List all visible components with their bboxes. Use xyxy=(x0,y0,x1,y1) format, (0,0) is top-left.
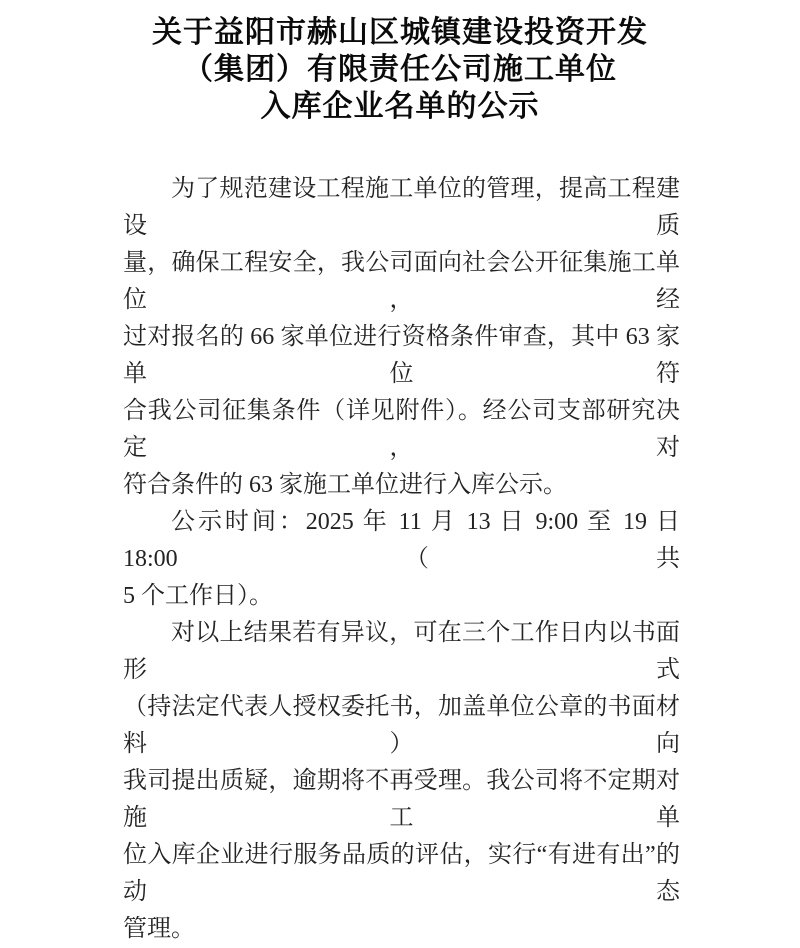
notice-title-line-3: 入库企业名单的公示 xyxy=(260,90,540,123)
body-line: 5 个工作日）。 xyxy=(123,583,273,609)
body-line-notice-time: 公示时间：2025 年 11 月 13 日 9:00 至 19 日 18:00（共 xyxy=(123,509,680,572)
body-line: 管理。 xyxy=(123,916,195,942)
notice-body xyxy=(123,171,680,948)
body-line: （持法定代表人授权委托书，加盖单位公章的书面材料）向 xyxy=(123,694,680,757)
body-line: 量，确保工程安全，我公司面向社会公开征集施工单位，经 xyxy=(123,250,680,313)
body-line: 符合条件的 63 家施工单位进行入库公示。 xyxy=(123,472,567,498)
notice-title xyxy=(0,0,800,125)
body-line: 位入库企业进行服务品质的评估，实行“有进有出”的动态 xyxy=(123,842,680,905)
body-line: 合我公司征集条件（详见附件）。经公司支部研究决定，对 xyxy=(123,398,680,461)
body-line: 过对报名的 66 家单位进行资格条件审查，其中 63 家单位符 xyxy=(123,324,680,387)
body-line: 我司提出质疑，逾期将不再受理。我公司将不定期对施工单 xyxy=(123,768,680,831)
body-line: 为了规范建设工程施工单位的管理，提高工程建设质 xyxy=(123,176,680,239)
notice-title-line-1: 关于益阳市赫山区城镇建设投资开发 xyxy=(152,16,648,49)
notice-title-line-2: （集团）有限责任公司施工单位 xyxy=(183,53,617,86)
body-line: 对以上结果若有异议，可在三个工作日内以书面形式 xyxy=(123,620,680,683)
